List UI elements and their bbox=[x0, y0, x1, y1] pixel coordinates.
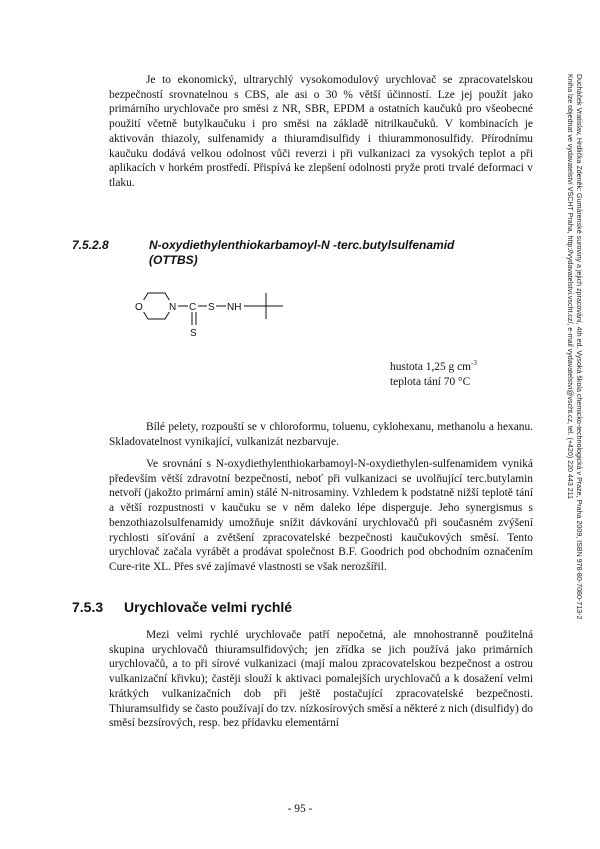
ottbs-structure-diagram bbox=[128, 280, 298, 350]
atom-n: N bbox=[169, 302, 177, 313]
subsection-number: 7.5.2.8 bbox=[72, 238, 109, 252]
atom-nh: NH bbox=[227, 302, 242, 313]
citation-line-2: Kniha lze objednat ve vydavatelství VŠCHT Praha, http://vydavatelstvi.vscht.cz/, e-mail vydavatelstvi@vscht.cz, tel. (+420) 220 443 211 bbox=[566, 74, 574, 500]
atom-o: O bbox=[135, 302, 143, 313]
intro-paragraph: Je to ekonomický, ultrarychlý vysokomodulový urychlovač se zpracovatelskou bezpečností srovnatelnou s CBS, ale asi o 30 % větší účinností. Lze jej použít jako primárního urychlovače pro směsi z NR, SBR, EPDM a ostatních kaučuků pro všeobecné použití včetně butylkaučuku i pro směsi na základě nitrilkaučuků. V kombinacích je aktivován thiazoly, sulfenamidy a thiuramdisulfidy i thiurammonosulfidy. Přírodnímu kaučuku dodává velkou odolnost vůči reverzi i při vulkanizaci za vysokých teplot a při aplikacích v horkém prostředí. Přispívá ke zlepšení odolnosti pryže proti trvalé deformaci v tlaku. bbox=[109, 74, 533, 189]
side-citation bbox=[541, 74, 583, 634]
subsection-title-line2: (OTTBS) bbox=[149, 253, 198, 267]
atom-s-sulfenamide: S bbox=[208, 302, 215, 313]
atom-s-thione: S bbox=[190, 328, 197, 339]
density-line bbox=[390, 360, 477, 375]
density-exponent: -3 bbox=[471, 359, 477, 368]
page-number: - 95 - bbox=[287, 803, 313, 815]
paragraph-comparison: Ve srovnání s N-oxydiethylenthiokarbamoyl-N-oxydiethylen-sulfenamidem vyniká především větší zdravotní bezpečností, neboť při vulkanizaci se uvolňující terc.butylamin netvoří (jakožto primární amin) stálé N-nitrosaminy. Vzhledem k podstatně nižší teplotě tání a větší rozpustnosti v kaučuku se v něm daleko lépe disperguje. Jeho synergismus s benzothiazolsulfenamidy umožňuje snížit dávkování urychlovačů při současném zvýšení rychlosti síťování a zvětšení zpracovatelské bezpečnosti kaučukových směsí. Tento urychlovač začala vyrábět a prodávat společnost B.F. Goodrich pod obchodním označením Cure-rite XL. Přes své zajímavé vlastnosti se však nerozšířil. bbox=[109, 458, 533, 573]
subsection-title bbox=[149, 238, 454, 268]
paragraph-very-fast: Mezi velmi rychlé urychlovače patří nepočetná, ale mnohostranně použitelná skupina urychlovačů thiuramsulfidových; jen zřídka se jich používá jako primárních urychlovačů, a to při sírové vulkanizaci (mají malou zpracovatelskou bezpečnost a ostrou vulkanizační křivku); častěji slouží k aktivaci pomalejších urychlovačů a k dosažení velmi krátkých vulkanizačních dob při ještě postačující zpracovatelské bezpečnosti. Thiuramsulfidy se často používají do tzv. nízkosírových směsí a některé z nich (disulfidy) do směsí bezsírových, resp. bez přídavku elementární bbox=[109, 629, 533, 730]
paragraph-description: Bílé pelety, rozpouští se v chloroformu, toluenu, cyklohexanu, methanolu a hexanu. Skladovatelnost vynikající, vulkanizát nezbarvuje. bbox=[109, 421, 533, 448]
density-label: hustota 1,25 g cm bbox=[390, 361, 471, 373]
atom-c: C bbox=[189, 302, 197, 313]
melting-point: teplota tání 70 °C bbox=[390, 376, 471, 388]
subsection-title-line1: N-oxydiethylenthiokarbamoyl-N -terc.butylsulfenamid bbox=[149, 238, 455, 252]
properties-block bbox=[390, 360, 477, 390]
citation-line-1: Ducháček Vratislav, Hrdlička Zdeněk: Gumárenské suroviny a jejich zpracování, 4th ed. Vysoká škola chemicko-technologická v Praze, Praha 2009, ISBN 978-80-7080-713-2 bbox=[575, 74, 583, 620]
section-number: 7.5.3 bbox=[72, 599, 104, 615]
section-title: Urychlovače velmi rychlé bbox=[124, 599, 293, 615]
